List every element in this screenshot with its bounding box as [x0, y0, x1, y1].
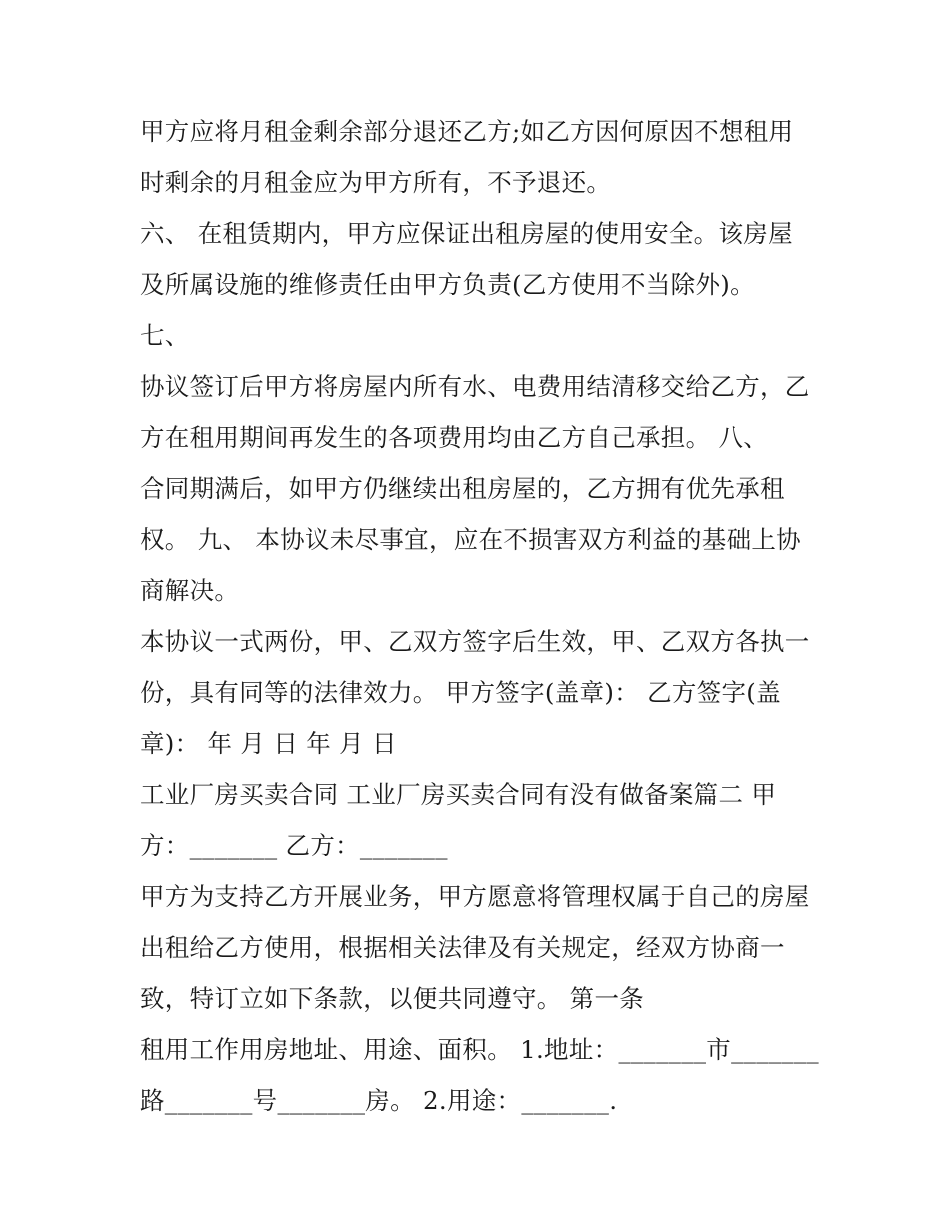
- text-line-17: 出租给乙方使用，根据相关法律及有关规定，经双方协商一: [140, 933, 785, 962]
- text-line-6: 协议签订后甲方将房屋内所有水、电费用结清移交给乙方，乙: [140, 372, 810, 401]
- text-line-12: 份，具有同等的法律效力。 甲方签字(盖章)： 乙方签字(盖: [140, 678, 781, 707]
- text-line-18: 致，特订立如下条款，以便共同遵守。 第一条: [140, 984, 645, 1013]
- text-line-2: 时剩余的月租金应为甲方所有，不予退还。: [140, 168, 612, 197]
- text-line-19: 租用工作用房地址、用途、面积。 1.地址：_______市_______: [140, 1035, 819, 1064]
- text-line-15: 方：_______ 乙方：_______: [140, 831, 448, 860]
- text-line-16: 甲方为支持乙方开展业务，甲方愿意将管理权属于自己的房屋: [140, 882, 810, 911]
- text-line-20: 路_______号_______房。 2.用途：_______.: [140, 1086, 618, 1115]
- text-line-4: 及所属设施的维修责任由甲方负责(乙方使用不当除外)。: [140, 270, 755, 299]
- text-line-7: 方在租用期间再发生的各项费用均由乙方自己承担。 八、: [140, 423, 769, 452]
- text-line-10: 商解决。: [140, 576, 240, 605]
- text-line-3: 六、 在租赁期内，甲方应保证出租房屋的使用安全。该房屋: [140, 219, 793, 248]
- text-line-9: 权。 九、 本协议未尽事宜，应在不损害双方利益的基础上协: [140, 525, 801, 554]
- text-line-1: 甲方应将月租金剩余部分退还乙方;如乙方因何原因不想租用: [140, 117, 794, 146]
- text-line-14: 工业厂房买卖合同 工业厂房买卖合同有没有做备案篇二 甲: [140, 780, 777, 809]
- contract-text: [140, 106, 840, 1126]
- text-line-11: 本协议一式两份，甲、乙双方签字后生效，甲、乙双方各执一: [140, 627, 810, 656]
- text-line-13: 章)： 年 月 日 年 月 日: [140, 729, 397, 758]
- text-line-5: 七、: [140, 321, 190, 350]
- text-line-8: 合同期满后，如甲方仍继续出租房屋的，乙方拥有优先承租: [140, 474, 785, 503]
